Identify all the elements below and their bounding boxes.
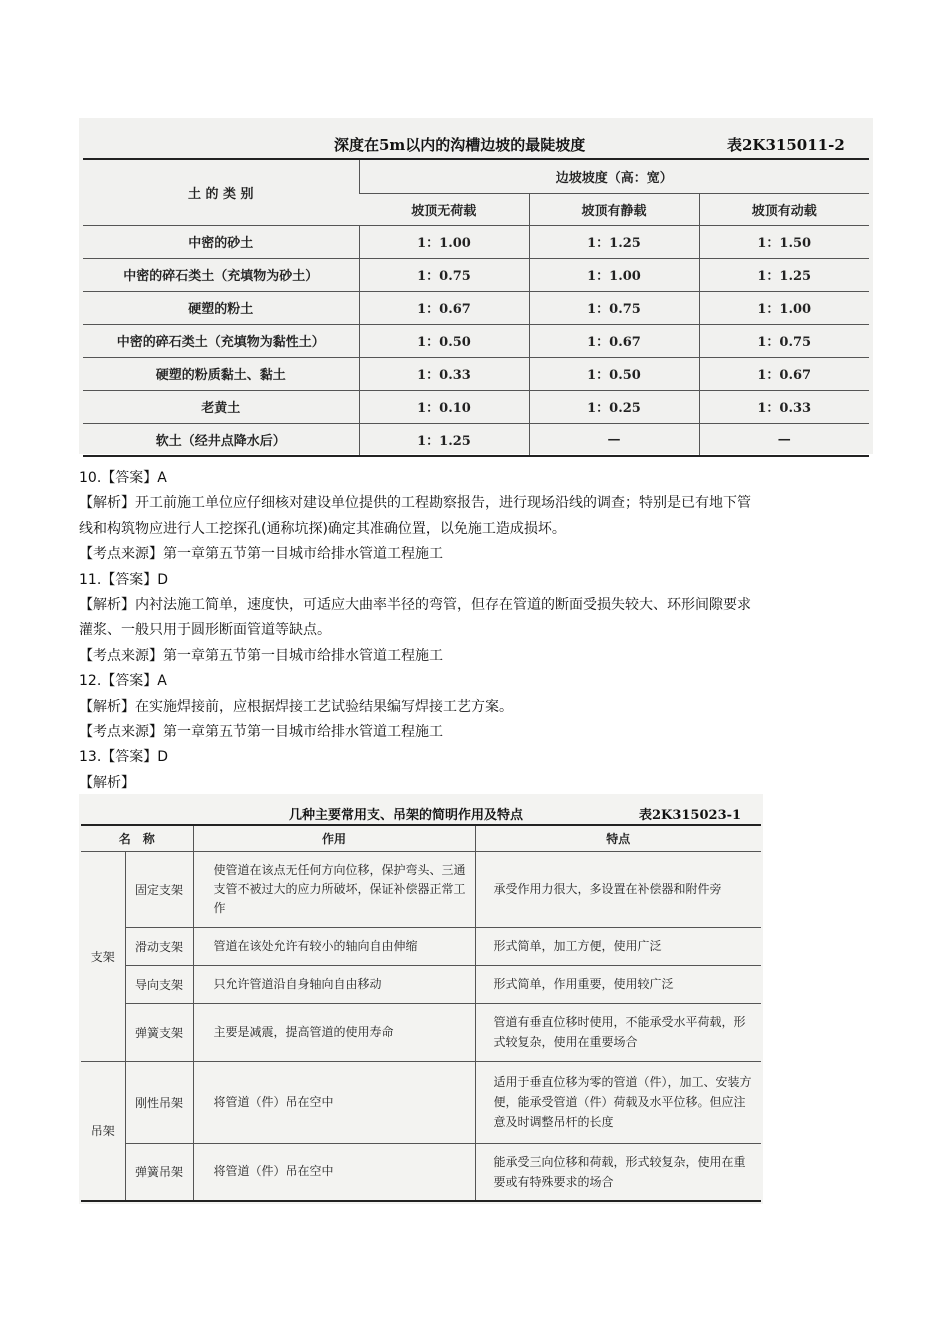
support-feature: 形式简单，作用重要，使用较广泛 xyxy=(475,965,761,1003)
name-header: 名 称 xyxy=(81,825,193,851)
support-name: 固定支架 xyxy=(125,851,193,927)
support-name: 弹簧吊架 xyxy=(125,1143,193,1201)
support-use: 管道在该处允许有较小的轴向自由伸缩 xyxy=(193,927,475,965)
soil-type: 硬塑的粉土 xyxy=(83,291,359,324)
slope-dynamic-load: 1：1.50 xyxy=(699,225,869,258)
analysis-line: 线和构筑物应进行人工挖探孔(通称坑探)确定其准确位置，以免施工造成损坏。 xyxy=(79,520,566,537)
support-use: 将管道（件）吊在空中 xyxy=(193,1143,475,1201)
source-line: 【考点来源】第一章第五节第一目城市给排水管道工程施工 xyxy=(79,724,443,741)
support-feature: 承受作用力很大，多设置在补偿器和附件旁 xyxy=(475,851,761,927)
table-row xyxy=(83,258,869,291)
slope-dynamic-load: 1：0.75 xyxy=(699,324,869,357)
slope-dynamic-load: 1：1.25 xyxy=(699,258,869,291)
answer-line: 13.【答案】D xyxy=(79,749,169,766)
slope-dynamic-load: 1：0.33 xyxy=(699,390,869,423)
support-use: 主要是减震，提高管道的使用寿命 xyxy=(193,1003,475,1061)
support-table-title: 几种主要常用支、吊架的简明作用及特点 xyxy=(289,808,524,823)
support-table xyxy=(79,794,763,1204)
slope-static-load: 1：0.25 xyxy=(529,390,699,423)
soil-type: 中密的碎石类土（充填物为砂土） xyxy=(83,258,359,291)
soil-type: 软土（经井点降水后） xyxy=(83,423,359,456)
slope-static-load: 1：1.25 xyxy=(529,225,699,258)
slope-no-load: 1：1.00 xyxy=(359,225,529,258)
soil-type-header: 土 的 类 别 xyxy=(83,159,359,225)
analysis-line: 【解析】开工前施工单位应仔细核对建设单位提供的工程勘察报告，进行现场沿线的调查；特别是已有地下管 xyxy=(79,495,751,512)
table-row xyxy=(83,291,869,324)
support-feature: 形式简单，加工方便，使用广泛 xyxy=(475,927,761,965)
support-name: 弹簧支架 xyxy=(125,1003,193,1061)
table-row xyxy=(81,1003,761,1061)
slope-no-load: 1：1.25 xyxy=(359,423,529,456)
table-row xyxy=(83,324,869,357)
slope-table-code: 表2K315011-2 xyxy=(727,136,845,154)
slope-dynamic-load: 1：1.00 xyxy=(699,291,869,324)
answer-explanations xyxy=(79,466,879,796)
table-row xyxy=(81,965,761,1003)
dynamic-load-header: 坡顶有动载 xyxy=(699,193,869,225)
slope-table-caption xyxy=(79,132,873,156)
analysis-line: 【解析】 xyxy=(79,774,135,791)
support-name: 滑动支架 xyxy=(125,927,193,965)
slope-static-load: 1：0.50 xyxy=(529,357,699,390)
support-feature: 能承受三向位移和荷载，形式较复杂，使用在重要或有特殊要求的场合 xyxy=(475,1143,761,1201)
slope-table-title: 深度在5m以内的沟槽边坡的最陡坡度 xyxy=(334,136,586,154)
table-row xyxy=(83,225,869,258)
slope-table xyxy=(79,118,873,454)
slope-static-load: 1：0.67 xyxy=(529,324,699,357)
support-use: 使管道在该点无任何方向位移，保护弯头、三通支管不被过大的应力所破坏，保证补偿器正常工作 xyxy=(193,851,475,927)
support-table-caption xyxy=(79,802,763,824)
support-group-label: 支架 xyxy=(81,851,125,1061)
answer-line: 10.【答案】A xyxy=(79,470,167,486)
soil-type: 中密的碎石类土（充填物为黏性土） xyxy=(83,324,359,357)
soil-type: 中密的砂土 xyxy=(83,225,359,258)
soil-type: 老黄土 xyxy=(83,390,359,423)
support-name: 导向支架 xyxy=(125,965,193,1003)
table-row xyxy=(83,390,869,423)
table-row xyxy=(83,357,869,390)
slope-dynamic-load: 1：0.67 xyxy=(699,357,869,390)
table-row xyxy=(81,851,761,927)
answer-line: 11.【答案】D xyxy=(79,571,169,588)
analysis-line: 【解析】内衬法施工简单，速度快，可适应大曲率半径的弯管，但存在管道的断面受损失较大、环形间隙要求 xyxy=(79,597,751,614)
support-use: 将管道（件）吊在空中 xyxy=(193,1061,475,1143)
use-header: 作用 xyxy=(193,825,475,851)
slope-no-load: 1：0.10 xyxy=(359,390,529,423)
table-row xyxy=(81,1061,761,1143)
slope-static-load: 1：1.00 xyxy=(529,258,699,291)
slope-no-load: 1：0.50 xyxy=(359,324,529,357)
support-table-code: 表2K315023-1 xyxy=(639,808,742,823)
no-load-header: 坡顶无荷载 xyxy=(359,193,529,225)
slope-no-load: 1：0.33 xyxy=(359,357,529,390)
slope-no-load: 1：0.67 xyxy=(359,291,529,324)
support-use: 只允许管道沿自身轴向自由移动 xyxy=(193,965,475,1003)
support-name: 刚性吊架 xyxy=(125,1061,193,1143)
support-feature: 适用于垂直位移为零的管道（件），加工、安装方便，能承受管道（件）荷载及水平位移。但应注意及时调整吊杆的长度 xyxy=(475,1061,761,1143)
slope-static-load: 1：0.75 xyxy=(529,291,699,324)
slope-table-grid xyxy=(83,158,869,457)
slope-group-header: 边坡坡度（高：宽） xyxy=(359,159,869,193)
analysis-line: 灌浆、一般只用于圆形断面管道等缺点。 xyxy=(79,622,331,639)
answer-line: 12.【答案】A xyxy=(79,673,167,690)
support-table-grid xyxy=(81,824,761,1202)
hanger-group-label: 吊架 xyxy=(81,1061,125,1201)
slope-static-load: — xyxy=(529,423,699,456)
slope-dynamic-load: — xyxy=(699,423,869,456)
slope-no-load: 1：0.75 xyxy=(359,258,529,291)
analysis-line: 【解析】在实施焊接前，应根据焊接工艺试验结果编写焊接工艺方案。 xyxy=(79,698,513,715)
table-row xyxy=(83,423,869,456)
static-load-header: 坡顶有静载 xyxy=(529,193,699,225)
source-line: 【考点来源】第一章第五节第一目城市给排水管道工程施工 xyxy=(79,647,443,664)
table-row xyxy=(81,1143,761,1201)
table-row xyxy=(81,927,761,965)
support-feature: 管道有垂直位移时使用，不能承受水平荷载，形式较复杂，使用在重要场合 xyxy=(475,1003,761,1061)
soil-type: 硬塑的粉质黏土、黏土 xyxy=(83,357,359,390)
feature-header: 特点 xyxy=(475,825,761,851)
source-line: 【考点来源】第一章第五节第一目城市给排水管道工程施工 xyxy=(79,546,443,563)
